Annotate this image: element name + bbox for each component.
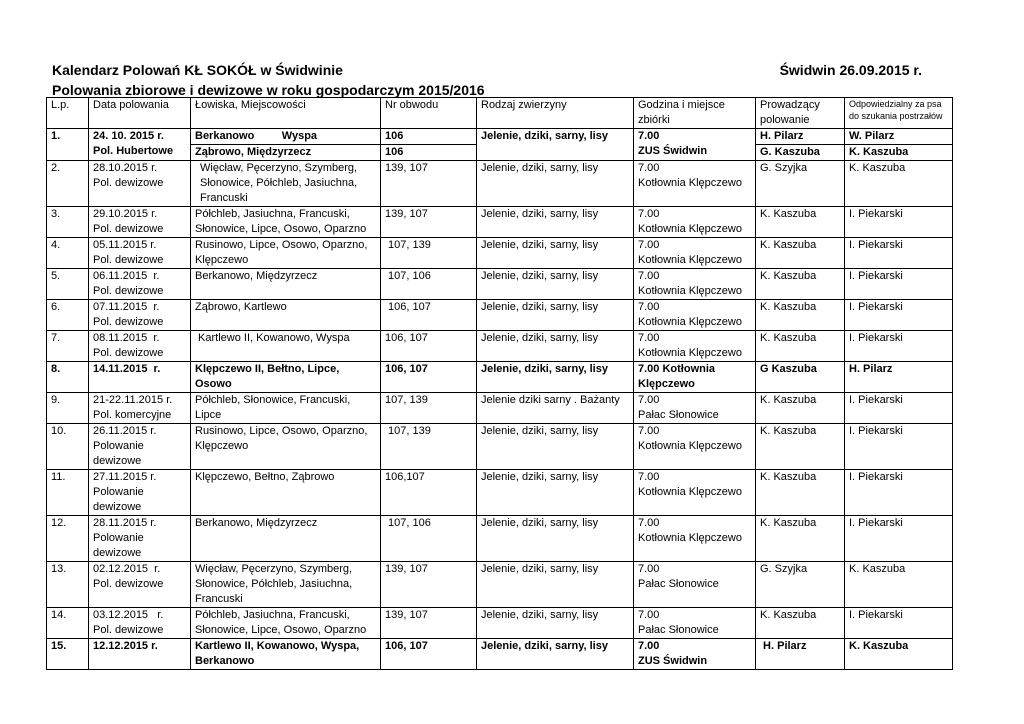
table-row [47,207,953,238]
cell-time-place [634,562,756,608]
cell-responsible: K. Kaszuba [845,639,953,670]
cell-leader: G. Szyjka [756,161,845,207]
cell-leader: H. Pilarz [756,639,845,670]
cell-responsible: I. Piekarski [845,608,953,639]
place-text: Pałac Słonowice [638,624,719,636]
cell-game: Jelenie dziki sarny . Bażanty [477,393,634,424]
place-text: Kotłownia Klępczewo [638,254,742,266]
hunt-type: Polowanie dewizowe [93,440,144,467]
time-text: 7.00 [638,394,660,406]
date-text: 07.11.2015 r. [93,301,160,313]
date-text: 21-22.11.2015 r. [93,394,173,406]
date-text: 26.11.2015 r. [93,425,157,437]
column-header: Prowadzący polowanie [756,98,845,129]
time-text: 7.00 [638,301,660,313]
cell-responsible: I. Piekarski [845,424,953,470]
column-header: Data polowania [89,98,191,129]
cell-date [89,562,191,608]
hunt-type: Pol. dewizowe [93,177,164,189]
time-text: 7.00 [638,517,660,529]
cell-date [89,608,191,639]
cell-responsible: H. Pilarz [845,362,953,393]
cell-leader: K. Kaszuba [756,608,845,639]
cell-district: 106, 107 [381,639,477,670]
cell-date [89,470,191,516]
cell-district: 106,107 [381,470,477,516]
cell-lp: 6. [47,300,89,331]
time-text: 7.00 [638,270,660,282]
cell-time-place [634,300,756,331]
table-row [47,129,953,145]
cell-district: 139, 107 [381,207,477,238]
cell-responsible: K. Kaszuba [845,145,953,161]
place-text: Pałac Słonowice [638,578,719,590]
time-text: 7.00 [638,130,660,142]
cell-lp: 1. [47,129,89,161]
table-row [47,608,953,639]
place-text: ZUS Świdwin [638,655,708,667]
hunt-type: Polowanie dewizowe [93,486,144,513]
cell-lp: 8. [47,362,89,393]
cell-lp: 15. [47,639,89,670]
table-row [47,516,953,562]
cell-time-place [634,639,756,670]
cell-leader: K. Kaszuba [756,470,845,516]
cell-grounds: Klępczewo II, Bełtno, Lipce, Osowo [191,362,381,393]
cell-responsible: I. Piekarski [845,269,953,300]
document-title: Kalendarz Polowań KŁ SOKÓŁ w Świdwinie [52,62,343,78]
hunt-type: Pol. dewizowe [93,316,164,328]
date-text: 02.12.2015 r. [93,563,161,575]
cell-time-place [634,393,756,424]
time-text: 7.00 [638,609,660,621]
cell-date: 12.12.2015 r. [89,639,191,670]
cell-date: 14.11.2015 r. [89,362,191,393]
cell-leader: G. Szyjka [756,562,845,608]
date-text: 29.10.2015 r. [93,208,158,220]
cell-district: 107, 139 [381,424,477,470]
cell-time-place [634,608,756,639]
cell-lp: 2. [47,161,89,207]
place-text: Kotłownia Klępczewo [638,347,742,359]
time-text: 7.00 [638,162,660,174]
cell-responsible: I. Piekarski [845,300,953,331]
cell-grounds: Berkanowo, Międzyrzecz [191,269,381,300]
time-text: 7.00 [638,332,660,344]
cell-grounds: Półchleb, Jasiuchna, Francuski, Słonowice, Lipce, Osowo, Oparzno [191,608,381,639]
hunt-type: Pol. dewizowe [93,624,164,636]
cell-district: 106 [381,145,477,161]
cell-grounds: Więcław, Pęcerzyno, Szymberg, Słonowice, Półchleb, Jasiuchna, Francuski [191,562,381,608]
cell-grounds: Półchleb, Słonowice, Francuski, Lipce [191,393,381,424]
cell-date [89,300,191,331]
place-text: Kotłownia Klępczewo [638,177,742,189]
cell-leader: K. Kaszuba [756,238,845,269]
cell-leader: K. Kaszuba [756,393,845,424]
date-text: 28.11.2015 r. [93,517,157,529]
cell-district: 139, 107 [381,562,477,608]
cell-district: 106, 107 [381,362,477,393]
table-row [47,393,953,424]
cell-game: Jelenie, dziki, sarny, lisy [477,238,634,269]
table-header-row [47,98,953,129]
cell-responsible: I. Piekarski [845,470,953,516]
date-text: 08.11.2015 r. [93,332,160,344]
cell-lp: 13. [47,562,89,608]
table-row [47,470,953,516]
cell-leader: G. Kaszuba [756,145,845,161]
place-text: ZUS Świdwin [638,145,708,157]
cell-date [89,269,191,300]
cell-grounds: Rusinowo, Lipce, Osowo, Oparzno, Klępczewo [191,238,381,269]
cell-game: Jelenie, dziki, sarny, lisy [477,207,634,238]
time-text: 7.00 [638,471,660,483]
table-row [47,562,953,608]
place-text: Kotłownia Klępczewo [638,486,742,498]
place-text: Pałac Słonowice [638,409,719,421]
column-header: Nr obwodu [381,98,477,129]
column-header: Godzina i miejsce zbiórki [634,98,756,129]
cell-grounds: Klępczewo, Bełtno, Ząbrowo [191,470,381,516]
cell-responsible: I. Piekarski [845,238,953,269]
cell-date [89,331,191,362]
cell-lp: 3. [47,207,89,238]
date-text: 27.11.2015 r. [93,471,157,483]
column-header: Rodzaj zwierzyny [477,98,634,129]
document-page [46,60,952,670]
time-text: 7.00 [638,425,660,437]
cell-lp: 7. [47,331,89,362]
place-text: Kotłownia Klępczewo [638,532,742,544]
cell-district: 107, 139 [381,393,477,424]
cell-time-place [634,470,756,516]
place-date: Świdwin 26.09.2015 r. [779,62,922,78]
cell-leader: K. Kaszuba [756,516,845,562]
cell-game: Jelenie, dziki, sarny, lisy [477,129,634,161]
cell-game: Jelenie, dziki, sarny, lisy [477,362,634,393]
cell-game: Jelenie, dziki, sarny, lisy [477,639,634,670]
time-text: 7.00 [638,208,660,220]
date-text: 28.10.2015 r. [93,162,158,174]
cell-time-place [634,238,756,269]
hunt-type: Pol. dewizowe [93,223,164,235]
cell-time-place [634,129,756,161]
cell-responsible: I. Piekarski [845,393,953,424]
cell-time-place [634,516,756,562]
cell-grounds: Ząbrowo, Kartlewo [191,300,381,331]
hunting-calendar-table [46,97,953,670]
hunt-type: Pol. dewizowe [93,285,164,297]
column-header: Łowiska, Miejscowości [191,98,381,129]
cell-leader: K. Kaszuba [756,269,845,300]
cell-date [89,238,191,269]
date-text: 06.11.2015 r. [93,270,160,282]
cell-district: 106, 107 [381,300,477,331]
cell-district: 139, 107 [381,608,477,639]
cell-responsible: I. Piekarski [845,207,953,238]
date-text: 24. 10. 2015 r. [93,130,164,142]
time-text: 7.00 [638,640,660,652]
table-row [47,269,953,300]
cell-date [89,207,191,238]
cell-date [89,129,191,161]
cell-leader: G Kaszuba [756,362,845,393]
cell-leader: K. Kaszuba [756,300,845,331]
cell-grounds: Ząbrowo, Międzyrzecz [191,145,381,161]
cell-responsible: W. Pilarz [845,129,953,145]
document-subtitle: Polowania zbiorowe i dewizowe w roku gospodarczym 2015/2016 [52,82,485,98]
cell-lp: 4. [47,238,89,269]
table-row [47,362,953,393]
cell-leader: K. Kaszuba [756,331,845,362]
cell-district: 107, 139 [381,238,477,269]
hunt-type: Pol. dewizowe [93,578,164,590]
cell-game: Jelenie, dziki, sarny, lisy [477,161,634,207]
cell-grounds: Półchleb, Jasiuchna, Francuski, Słonowice, Lipce, Osowo, Oparzno [191,207,381,238]
cell-responsible: K. Kaszuba [845,562,953,608]
cell-lp: 12. [47,516,89,562]
hunt-type: Pol. dewizowe [93,347,164,359]
cell-time-place: 7.00 Kotłownia Klępczewo [634,362,756,393]
hunt-type: Pol. komercyjne [93,409,172,421]
cell-district: 107, 106 [381,516,477,562]
cell-date [89,161,191,207]
cell-game: Jelenie, dziki, sarny, lisy [477,269,634,300]
cell-date [89,393,191,424]
cell-time-place [634,269,756,300]
cell-leader: K. Kaszuba [756,424,845,470]
cell-lp: 5. [47,269,89,300]
cell-lp: 14. [47,608,89,639]
cell-lp: 9. [47,393,89,424]
cell-responsible: I. Piekarski [845,516,953,562]
title-row [46,60,952,80]
table-row [47,424,953,470]
cell-game: Jelenie, dziki, sarny, lisy [477,331,634,362]
cell-date [89,424,191,470]
cell-district: 106, 107 [381,331,477,362]
place-text: Kotłownia Klępczewo [638,440,742,452]
column-header: L.p. [47,98,89,129]
table-row [47,300,953,331]
place-text: Kotłownia Klępczewo [638,316,742,328]
date-text: 03.12.2015 r. [93,609,164,621]
cell-game: Jelenie, dziki, sarny, lisy [477,300,634,331]
table-row [47,238,953,269]
hunt-type: Polowanie dewizowe [93,532,144,559]
cell-district: 106 [381,129,477,145]
cell-grounds: Berkanowo, Międzyrzecz [191,516,381,562]
cell-grounds: Rusinowo, Lipce, Osowo, Oparzno, Klępczewo [191,424,381,470]
cell-time-place [634,331,756,362]
table-row [47,161,953,207]
table-row [47,331,953,362]
date-text: 05.11.2015 r. [93,239,157,251]
cell-responsible: I. Piekarski [845,331,953,362]
table-row [47,639,953,670]
cell-grounds: Berkanowo Wyspa [191,129,381,145]
cell-date [89,516,191,562]
cell-lp: 10. [47,424,89,470]
cell-responsible: K. Kaszuba [845,161,953,207]
time-text: 7.00 [638,563,660,575]
place-text: Kotłownia Klępczewo [638,223,742,235]
cell-game: Jelenie, dziki, sarny, lisy [477,608,634,639]
cell-leader: H. Pilarz [756,129,845,145]
hunt-type: Pol. dewizowe [93,254,164,266]
column-header: Odpowiedzialny za psa do szukania postrzałów [845,98,953,129]
cell-grounds: Kartlewo II, Kowanowo, Wyspa [191,331,381,362]
cell-leader: K. Kaszuba [756,207,845,238]
cell-district: 139, 107 [381,161,477,207]
place-text: Kotłownia Klępczewo [638,285,742,297]
cell-district: 107, 106 [381,269,477,300]
cell-game: Jelenie, dziki, sarny, lisy [477,516,634,562]
hunt-type: Pol. Hubertowe [93,145,174,157]
cell-time-place [634,207,756,238]
cell-game: Jelenie, dziki, sarny, lisy [477,470,634,516]
cell-game: Jelenie, dziki, sarny, lisy [477,562,634,608]
cell-grounds: Kartlewo II, Kowanowo, Wyspa, Berkanowo [191,639,381,670]
time-text: 7.00 [638,239,660,251]
cell-game: Jelenie, dziki, sarny, lisy [477,424,634,470]
cell-grounds: Więcław, Pęcerzyno, Szymberg, Słonowice, Półchleb, Jasiuchna, Francuski [191,161,381,207]
cell-time-place [634,424,756,470]
cell-time-place [634,161,756,207]
cell-lp: 11. [47,470,89,516]
